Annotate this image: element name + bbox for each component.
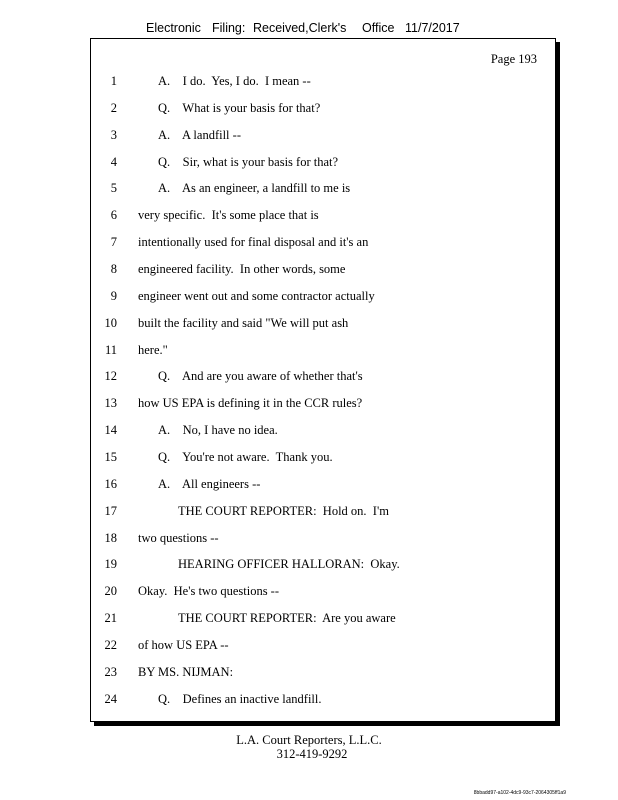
- line-text: built the facility and said "We will put ash: [138, 315, 349, 330]
- filing-stamp-office: Office: [362, 21, 395, 35]
- transcript-line: [91, 181, 555, 199]
- line-text: Q. And are you aware of whether that's: [158, 369, 363, 384]
- line-number: 16: [104, 476, 117, 491]
- transcript-line: [91, 101, 555, 119]
- line-number: 20: [104, 584, 117, 599]
- line-number: 14: [104, 423, 117, 438]
- transcript-line: [91, 128, 555, 146]
- line-number: 24: [104, 691, 117, 706]
- transcript-line: [91, 584, 555, 602]
- line-text: here.": [138, 342, 168, 357]
- transcript-line: [91, 343, 555, 361]
- line-number: 17: [104, 503, 117, 518]
- line-number: 6: [110, 208, 117, 223]
- line-number: 9: [110, 288, 117, 303]
- line-text: engineer went out and some contractor actually: [138, 288, 375, 303]
- line-number: 23: [104, 664, 117, 679]
- transcript-line: [91, 611, 555, 629]
- transcript-line: [91, 665, 555, 683]
- line-text: A. All engineers --: [158, 476, 261, 491]
- transcript-line: [91, 396, 555, 414]
- line-text: how US EPA is defining it in the CCR rules?: [138, 396, 363, 411]
- transcript-line: [91, 504, 555, 522]
- line-text: Q. Sir, what is your basis for that?: [158, 154, 339, 169]
- transcript-line: [91, 692, 555, 710]
- transcript-line: [91, 477, 555, 495]
- line-number: 3: [110, 127, 117, 142]
- line-text: two questions --: [138, 530, 219, 545]
- transcript-line: [91, 423, 555, 441]
- document-hash: 8bbadd97-a102-4dc9-93c7-2064305ff1a9: [473, 790, 566, 796]
- line-text: HEARING OFFICER HALLORAN: Okay.: [178, 557, 400, 572]
- line-number: 13: [104, 396, 117, 411]
- transcript-line: [91, 531, 555, 549]
- filing-stamp-electronic: Electronic: [146, 21, 201, 35]
- line-text: very specific. It's some place that is: [138, 208, 319, 223]
- line-number: 7: [110, 235, 117, 250]
- line-text: A. No, I have no idea.: [158, 423, 278, 438]
- filing-stamp-received: Received,Clerk's: [253, 21, 347, 35]
- line-text: A. A landfill --: [158, 127, 241, 142]
- line-text: of how US EPA --: [138, 637, 229, 652]
- line-number: 10: [104, 315, 117, 330]
- line-text: Q. You're not aware. Thank you.: [158, 449, 333, 464]
- transcript-line: [91, 262, 555, 280]
- transcript-line: [91, 289, 555, 307]
- line-text: THE COURT REPORTER: Are you aware: [178, 611, 396, 625]
- transcript-line: [91, 155, 555, 173]
- line-number: 18: [104, 530, 117, 545]
- page-number: Page 193: [490, 52, 537, 66]
- line-text: Q. What is your basis for that?: [158, 100, 321, 115]
- transcript-line: [91, 316, 555, 334]
- line-text: A. I do. Yes, I do. I mean --: [158, 74, 311, 88]
- line-number: 19: [104, 557, 117, 572]
- line-number: 22: [104, 637, 117, 652]
- line-number: 11: [104, 342, 117, 357]
- transcript-line: [91, 74, 555, 92]
- line-number: 5: [110, 181, 117, 196]
- filing-stamp-filing: Filing:: [212, 21, 246, 35]
- footer-company: L.A. Court Reporters, L.L.C.: [236, 733, 382, 747]
- line-text: intentionally used for final disposal and it's an: [138, 235, 369, 250]
- line-number: 12: [104, 369, 117, 384]
- line-number: 15: [104, 449, 117, 464]
- transcript-page: [90, 38, 556, 722]
- line-text: Q. Defines an inactive landfill.: [158, 691, 322, 706]
- transcript-line: [91, 450, 555, 468]
- line-number: 21: [104, 611, 117, 625]
- line-text: A. As an engineer, a landfill to me is: [158, 181, 351, 196]
- transcript-line: [91, 208, 555, 226]
- transcript-line: [91, 369, 555, 387]
- line-number: 2: [110, 100, 117, 115]
- transcript-line: [91, 557, 555, 575]
- footer-phone: 312-419-9292: [276, 747, 348, 761]
- line-number: 4: [110, 154, 117, 169]
- line-text: THE COURT REPORTER: Hold on. I'm: [178, 503, 389, 518]
- filing-stamp-date: 11/7/2017: [405, 21, 460, 35]
- line-text: engineered facility. In other words, some: [138, 262, 346, 276]
- line-number: 1: [110, 74, 117, 88]
- transcript-line: [91, 235, 555, 253]
- transcript-line: [91, 638, 555, 656]
- line-text: BY MS. NIJMAN:: [138, 664, 234, 679]
- line-text: Okay. He's two questions --: [138, 584, 280, 599]
- line-number: 8: [110, 262, 117, 276]
